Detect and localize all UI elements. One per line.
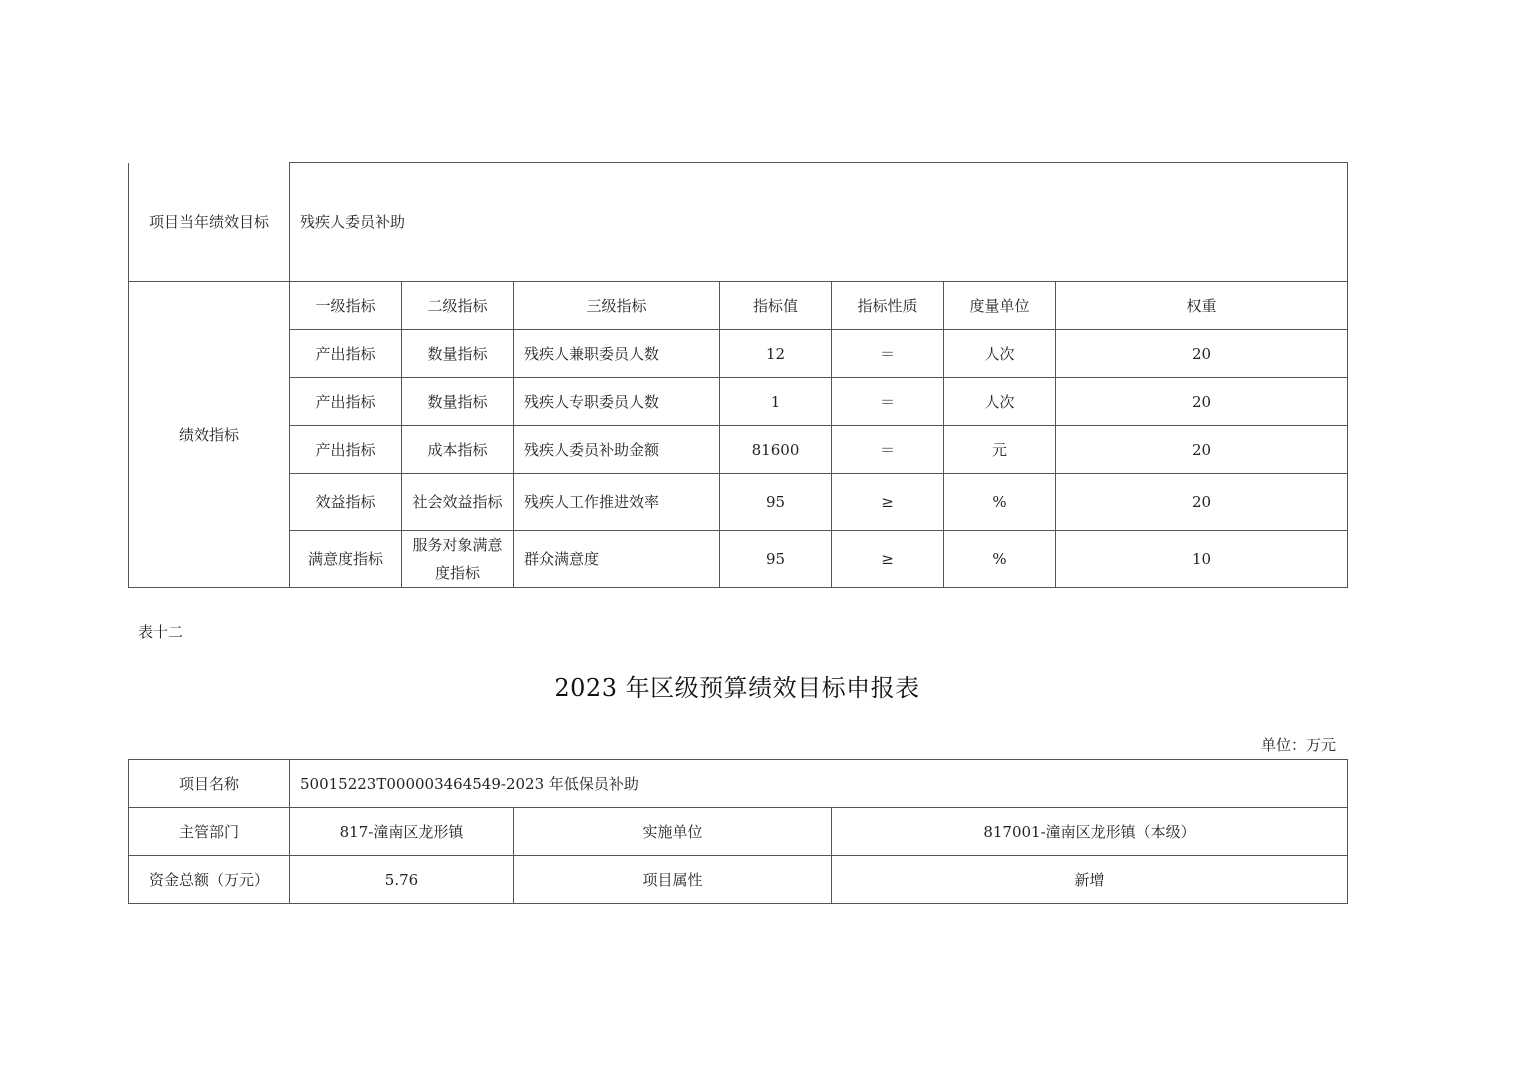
table-number-label: 表十二	[138, 623, 184, 641]
cell-weight: 20	[1056, 426, 1348, 474]
cell-unit: 人次	[944, 378, 1056, 426]
dept-label: 主管部门	[129, 808, 290, 856]
cell-value: 1	[720, 378, 832, 426]
cell-level3: 残疾人工作推进效率	[514, 474, 720, 531]
attr-value: 新增	[832, 856, 1348, 904]
cell-nature: ≥	[832, 531, 944, 588]
dept-value: 817-潼南区龙形镇	[290, 808, 514, 856]
cell-level1: 产出指标	[290, 426, 402, 474]
cell-weight: 20	[1056, 378, 1348, 426]
cell-nature: ＝	[832, 330, 944, 378]
cell-level2: 社会效益指标	[402, 474, 514, 531]
page-title: 2023 年区级预算绩效目标申报表	[554, 674, 920, 702]
cell-weight: 20	[1056, 474, 1348, 531]
cell-level1: 产出指标	[290, 378, 402, 426]
header-level3: 三级指标	[514, 282, 720, 330]
cell-value: 81600	[720, 426, 832, 474]
performance-indicator-table	[128, 162, 1348, 588]
cell-nature: ≥	[832, 474, 944, 531]
header-level1: 一级指标	[290, 282, 402, 330]
cell-level2: 服务对象满意度指标	[402, 531, 514, 588]
cell-level3: 残疾人专职委员人数	[514, 378, 720, 426]
fund-label: 资金总额（万元）	[129, 856, 290, 904]
cell-level1: 产出指标	[290, 330, 402, 378]
table-row	[129, 531, 1348, 588]
cell-nature: ＝	[832, 378, 944, 426]
cell-value: 95	[720, 531, 832, 588]
cell-level1: 效益指标	[290, 474, 402, 531]
cell-unit: %	[944, 474, 1056, 531]
cell-level3: 残疾人兼职委员人数	[514, 330, 720, 378]
cell-value: 95	[720, 474, 832, 531]
table-row	[129, 378, 1348, 426]
header-value: 指标值	[720, 282, 832, 330]
cell-level1: 满意度指标	[290, 531, 402, 588]
cell-weight: 10	[1056, 531, 1348, 588]
fund-value: 5.76	[290, 856, 514, 904]
header-level2: 二级指标	[402, 282, 514, 330]
cell-level3: 残疾人委员补助金额	[514, 426, 720, 474]
impl-value: 817001-潼南区龙形镇（本级）	[832, 808, 1348, 856]
table-row	[129, 474, 1348, 531]
indicator-label: 绩效指标	[129, 282, 290, 588]
header-weight: 权重	[1056, 282, 1348, 330]
header-nature: 指标性质	[832, 282, 944, 330]
cell-level3: 群众满意度	[514, 531, 720, 588]
cell-unit: 人次	[944, 330, 1056, 378]
goal-label: 项目当年绩效目标	[129, 163, 290, 282]
cell-level2: 数量指标	[402, 378, 514, 426]
goal-value: 残疾人委员补助	[290, 163, 1348, 282]
cell-unit: %	[944, 531, 1056, 588]
cell-weight: 20	[1056, 330, 1348, 378]
unit-label: 单位：万元	[1260, 736, 1336, 754]
project-info-table	[128, 759, 1348, 904]
cell-value: 12	[720, 330, 832, 378]
cell-unit: 元	[944, 426, 1056, 474]
attr-label: 项目属性	[514, 856, 832, 904]
cell-level2: 数量指标	[402, 330, 514, 378]
cell-nature: ＝	[832, 426, 944, 474]
impl-label: 实施单位	[514, 808, 832, 856]
header-unit: 度量单位	[944, 282, 1056, 330]
table-row	[129, 426, 1348, 474]
table-row	[129, 330, 1348, 378]
project-name-label: 项目名称	[129, 760, 290, 808]
project-name-value: 50015223T000003464549-2023 年低保员补助	[290, 760, 1348, 808]
cell-level2: 成本指标	[402, 426, 514, 474]
